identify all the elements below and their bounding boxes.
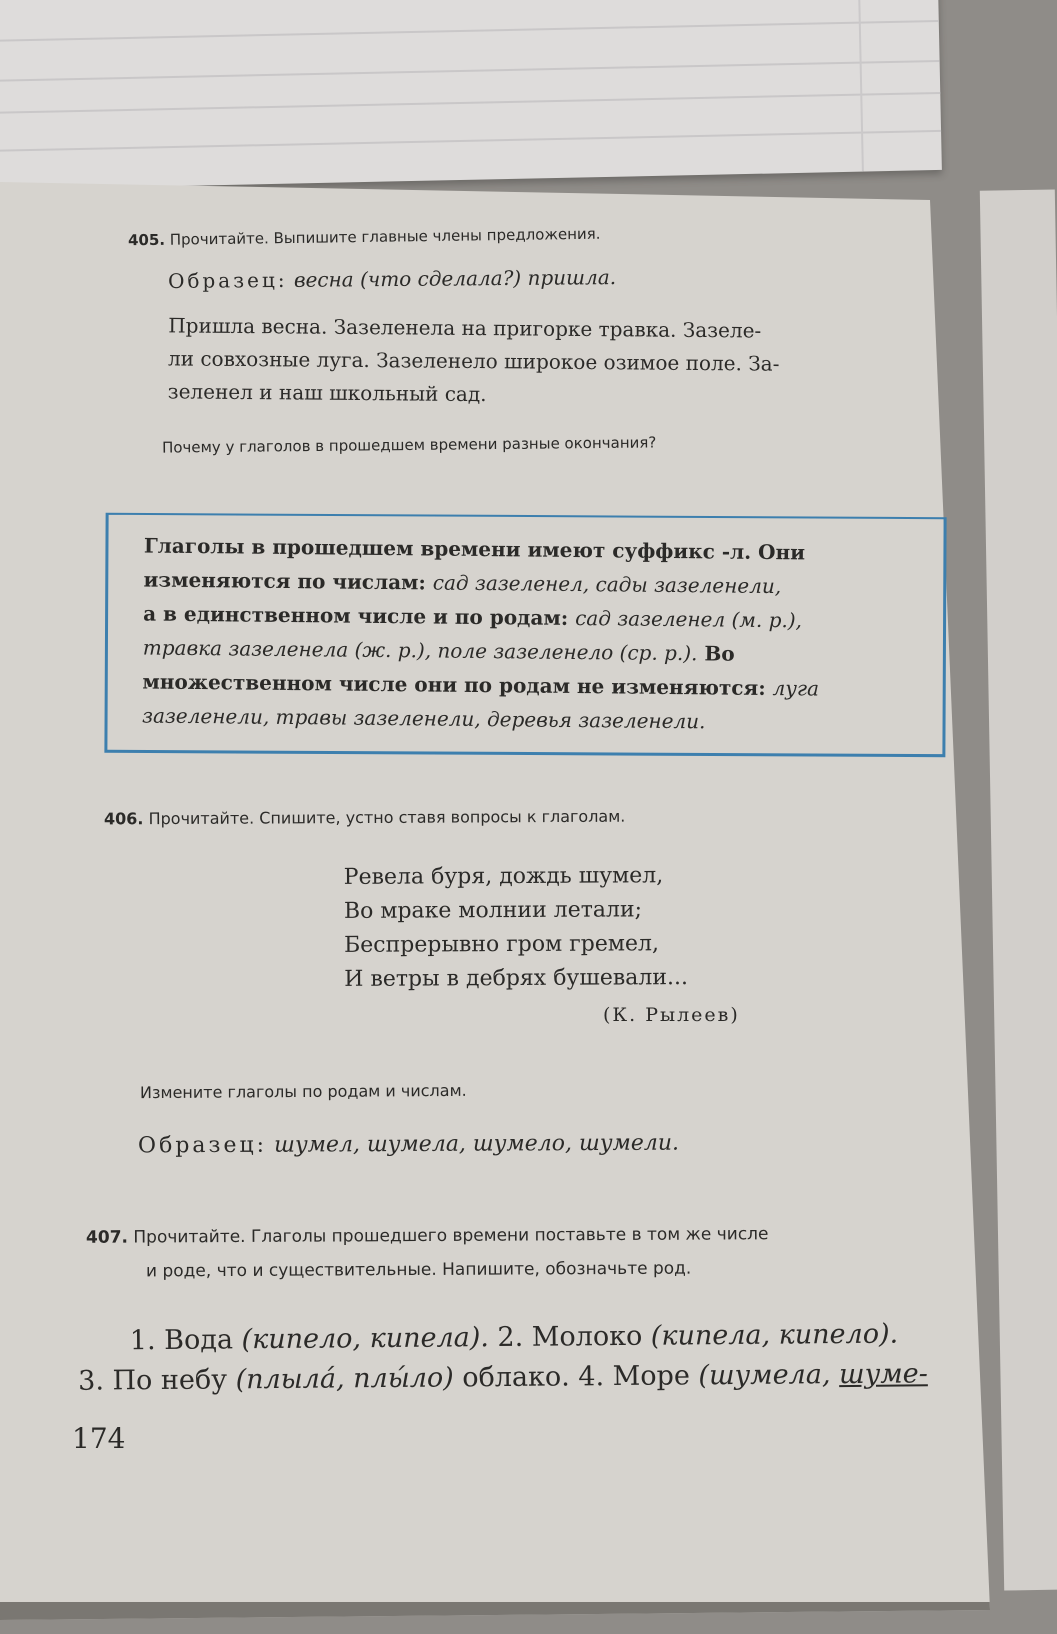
item-text: облако. — [453, 1361, 570, 1394]
item-number: 4. — [569, 1361, 605, 1393]
rule-line: Глаголы в прошедшем времени имеют суффикс -л. Они — [143, 533, 806, 565]
poem-author: (К. Рылеев) — [603, 1004, 740, 1026]
poem-line: Ревела буря, дождь шумел, — [343, 863, 664, 890]
ex407-text — [78, 1314, 928, 1401]
ex406-heading — [104, 807, 625, 829]
item-number: 1. — [129, 1325, 156, 1357]
ex406-sample — [138, 1131, 679, 1159]
rule-text — [142, 528, 821, 739]
ex406-task: Прочитайте. Спишите, устно ставя вопросы к глаголам. — [148, 806, 626, 829]
item-options: шуме- — [838, 1358, 928, 1391]
ex405-task: Прочитайте. Выпишите главные члены предложения. — [169, 224, 601, 249]
poem — [344, 859, 688, 997]
rule-example: луга — [772, 676, 820, 701]
page-number: 174 — [72, 1422, 126, 1455]
ex405-line: ли совхозные луга. Зазеленело широкое озимое поле. За- — [167, 346, 780, 376]
rule-example: сад зазеленел, сады зазеленели, — [432, 570, 782, 599]
ex405-line: Пришла весна. Зазеленела на пригорке травка. Зазеле- — [168, 313, 762, 343]
rule-line: а в единственном числе и по родам: — [143, 601, 576, 630]
ex405-text — [168, 309, 780, 413]
rule-line: множественном числе они по родам не изменяются: — [142, 669, 773, 701]
rule-line: Во — [697, 641, 735, 666]
ex405-number: 405. — [127, 230, 166, 250]
poem-line: И ветры в дебрях бушевали... — [344, 965, 689, 992]
ex405-sample — [168, 265, 616, 293]
ex405-question: Почему у глаголов в прошедшем времени разные окончания? — [161, 433, 657, 457]
item-text: Море — [603, 1360, 699, 1393]
ex405-line: зеленел и наш школьный сад. — [167, 379, 487, 407]
sample-text: весна (что сделала?) пришла. — [293, 265, 617, 292]
poem-line: Беспрерывно гром гремел, — [344, 931, 659, 958]
rule-example: зазеленели, травы зазеленели, деревья зазеленели. — [142, 703, 706, 734]
sample-text: шумел, шумела, шумело, шумели. — [273, 1130, 680, 1158]
next-page-edge — [980, 189, 1057, 1590]
rule-line: изменяются по числам: — [143, 567, 433, 595]
item-text: По небу — [103, 1364, 236, 1397]
notebook-sheet — [0, 0, 942, 190]
item-number: 2. — [488, 1321, 524, 1354]
ex407-task: Прочитайте. Глаголы прошедшего времени поставьте в том же числе — [133, 1224, 769, 1248]
ex407-task-cont: и роде, что и существительные. Напишите, обозначьте род. — [145, 1258, 692, 1282]
sample-label: Образец: — [167, 267, 288, 293]
item-options: (кипело, кипела). — [241, 1322, 490, 1356]
poem-line: Во мраке молнии летали; — [343, 897, 643, 924]
item-number: 3. — [78, 1365, 105, 1397]
item-options: (шумела, — [698, 1359, 840, 1392]
rule-example: травка зазеленела (ж. р.), поле зазеленело (ср. р.). — [142, 635, 698, 666]
ex406-number: 406. — [103, 809, 144, 829]
item-options: (кипела, кипело). — [650, 1318, 899, 1352]
item-text: Вода — [164, 1324, 242, 1356]
ex406-task2: Измените глаголы по родам и числам. — [139, 1080, 467, 1103]
item-text: Молоко — [523, 1320, 651, 1353]
rule-example: сад зазеленел (м. р.), — [575, 605, 803, 633]
item-options: (плылá, плы́ло) — [235, 1362, 454, 1396]
ex407-number: 407. — [85, 1227, 129, 1248]
ex407-heading — [86, 1224, 769, 1248]
sample-label: Образец: — [137, 1132, 268, 1159]
